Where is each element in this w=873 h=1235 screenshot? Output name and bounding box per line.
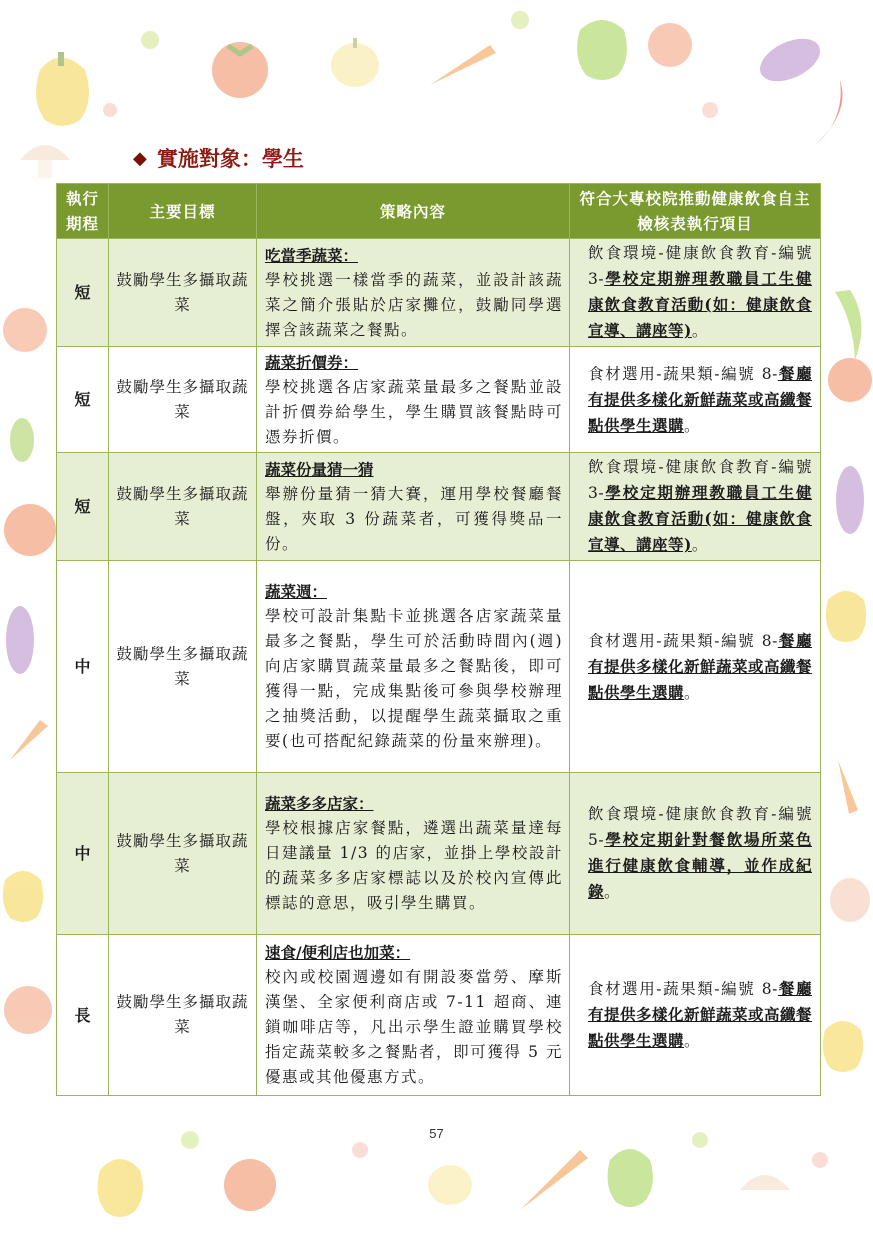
- strategy-title: 蔬菜週：: [265, 582, 328, 601]
- bell-pepper-icon: [826, 591, 866, 642]
- carrot-icon: [10, 720, 48, 760]
- checklist-tail: 。: [684, 683, 701, 702]
- table-row: [57, 347, 821, 453]
- checklist-item: 學校定期辦理教職員工生健康飲食教育活動(如：健康飲食宣導、講座等): [588, 269, 812, 340]
- strategy-cell: [257, 773, 570, 935]
- strategy-title: 吃當季蔬菜：: [265, 245, 359, 265]
- section-heading: [133, 143, 304, 173]
- checklist-item: 學校定期針對餐飲場所菜色進行健康飲食輔導，並作成紀錄: [588, 830, 812, 901]
- checklist-cell: [570, 453, 821, 561]
- checklist-tail: 。: [684, 416, 701, 435]
- checklist-item: 餐廳有提供多樣化新鮮蔬菜或高纖餐點供學生選購: [588, 630, 813, 702]
- table-row: [57, 935, 821, 1096]
- eggplant-icon: [6, 606, 34, 674]
- checklist-item: 餐廳有提供多樣化新鮮蔬菜或高纖餐點供學生選購: [588, 979, 813, 1050]
- strategy-cell: [257, 347, 570, 453]
- bell-pepper-icon: [823, 1021, 863, 1072]
- period-cell: 中: [57, 773, 109, 935]
- period-cell: 長: [57, 935, 109, 1096]
- mushroom-icon: [20, 145, 70, 178]
- strategy-body: 學校挑選各店家蔬菜量最多之餐點並設計折價券給學生，學生購買該餐點時可憑券折價。: [265, 377, 563, 446]
- goal-cell: 鼓勵學生多攝取蔬菜: [109, 347, 257, 453]
- strategy-body: 學校挑選一樣當季的蔬菜，並設計該蔬菜之簡介張貼於店家攤位，鼓勵同學選擇含該蔬菜之餐點。: [265, 270, 563, 339]
- leaf-icon: [10, 418, 34, 462]
- checklist-item: 餐廳有提供多樣化新鮮蔬菜或高纖餐點供學生選購: [588, 363, 813, 435]
- header-goal: 主要目標: [109, 184, 257, 239]
- tomato-icon: [828, 358, 872, 402]
- checklist-cell: [570, 239, 821, 347]
- tomato-icon: [648, 23, 692, 67]
- period-cell: 中: [57, 561, 109, 773]
- strategy-title: 蔬菜多多店家：: [265, 794, 374, 813]
- strategy-cell: [257, 935, 570, 1096]
- strategy-body: 學校根據店家餐點，遴選出蔬菜量達每日建議量 1/3 的店家，並掛上學校設計的蔬菜多多店家標誌以及於校內宣傳此標誌的意思，吸引學生購買。: [265, 819, 563, 912]
- checklist-tail: 。: [691, 322, 708, 340]
- bell-pepper-icon: [36, 52, 89, 126]
- bell-pepper-icon: [577, 20, 627, 80]
- tomato-icon: [3, 308, 47, 352]
- goal-cell: 鼓勵學生多攝取蔬菜: [109, 453, 257, 561]
- pea-icon: [103, 11, 718, 118]
- carrot-icon: [520, 1150, 588, 1210]
- bell-pepper-icon: [608, 1149, 653, 1207]
- tomato-icon: [212, 42, 268, 98]
- table-row: [57, 453, 821, 561]
- tomato-icon: [4, 986, 52, 1034]
- checklist-cell: [570, 773, 821, 935]
- diamond-bullet-icon: ◆: [133, 147, 147, 169]
- onion-icon: [830, 878, 870, 922]
- onion-icon: [331, 38, 379, 87]
- strategy-body: 舉辦份量猜一猜大賽，運用學校餐廳餐盤，夾取 3 份蔬菜者，可獲得獎品一份。: [265, 484, 563, 553]
- section-title: 實施對象：學生: [156, 146, 304, 171]
- bell-pepper-icon: [98, 1159, 143, 1217]
- checklist-tail: 。: [604, 883, 621, 901]
- strategy-cell: [257, 453, 570, 561]
- strategy-title: 速食/便利店也加菜：: [265, 943, 411, 962]
- goal-cell: 鼓勵學生多攝取蔬菜: [109, 239, 257, 347]
- carrot-icon: [430, 45, 496, 85]
- period-cell: 短: [57, 239, 109, 347]
- checklist-tail: 。: [684, 1032, 701, 1050]
- chili-icon: [835, 290, 861, 360]
- checklist-code: 食材選用-蔬果類-編號 8-: [588, 364, 778, 383]
- onion-icon: [428, 1165, 472, 1205]
- tomato-icon: [4, 504, 56, 556]
- checklist-cell: [570, 935, 821, 1096]
- strategy-title: 蔬菜份量猜一猜: [265, 459, 374, 479]
- eggplant-icon: [753, 30, 826, 90]
- strategy-body: 學校可設計集點卡並挑選各店家蔬菜量最多之餐點，學生可於活動時間內(週)向店家購買蔬菜量最多之餐點後，即可獲得一點，完成集點後可參與學校辦理之抽獎活動，以提醒學生蔬菜攝取之重要(也可搭配紀錄蔬菜的份量來辦理)。: [265, 607, 563, 750]
- checklist-cell: [570, 561, 821, 773]
- goal-cell: 鼓勵學生多攝取蔬菜: [109, 561, 257, 773]
- eggplant-icon: [836, 466, 864, 534]
- table-row: [57, 561, 821, 773]
- strategy-body: 校內或校園週邊如有開設麥當勞、摩斯漢堡、全家便利商店或 7-11 超商、連鎖咖啡店等，凡出示學生證並購買學校指定蔬菜較多之餐點者，即可獲得 5 元優惠或其他優惠方式。: [265, 968, 563, 1086]
- period-cell: 短: [57, 453, 109, 561]
- tomato-icon: [224, 1159, 276, 1211]
- checklist-code: 飲食環境-健康飲食教育-編號 3-: [588, 244, 812, 288]
- strategy-table: [56, 183, 821, 1096]
- header-strategy: 策略內容: [257, 184, 570, 239]
- chili-icon: [815, 80, 843, 145]
- mushroom-icon: [740, 1175, 790, 1190]
- checklist-cell: [570, 347, 821, 453]
- strategy-title: 蔬菜折價券：: [265, 352, 359, 372]
- carrot-icon: [838, 760, 858, 814]
- period-cell: 短: [57, 347, 109, 453]
- table-row: [57, 773, 821, 935]
- checklist-code: 食材選用-蔬果類-編號 8-: [588, 631, 778, 650]
- checklist-code: 飲食環境-健康飲食教育-編號 3-: [588, 458, 812, 502]
- goal-cell: 鼓勵學生多攝取蔬菜: [109, 773, 257, 935]
- table-header-row: [57, 184, 821, 239]
- table-row: [57, 239, 821, 347]
- header-period: 執行期程: [57, 184, 109, 239]
- checklist-code: 飲食環境-健康飲食教育-編號 5-: [588, 805, 812, 849]
- header-checklist: 符合大專校院推動健康飲食自主檢核表執行項目: [570, 184, 821, 239]
- goal-cell: 鼓勵學生多攝取蔬菜: [109, 935, 257, 1096]
- checklist-tail: 。: [691, 536, 708, 554]
- strategy-cell: [257, 561, 570, 773]
- checklist-item: 學校定期辦理教職員工生健康飲食教育活動(如：健康飲食宣導、講座等): [588, 483, 812, 554]
- checklist-code: 食材選用-蔬果類-編號 8-: [588, 980, 778, 998]
- strategy-cell: [257, 239, 570, 347]
- page-number: 57: [429, 1126, 444, 1141]
- bell-pepper-icon: [3, 871, 43, 922]
